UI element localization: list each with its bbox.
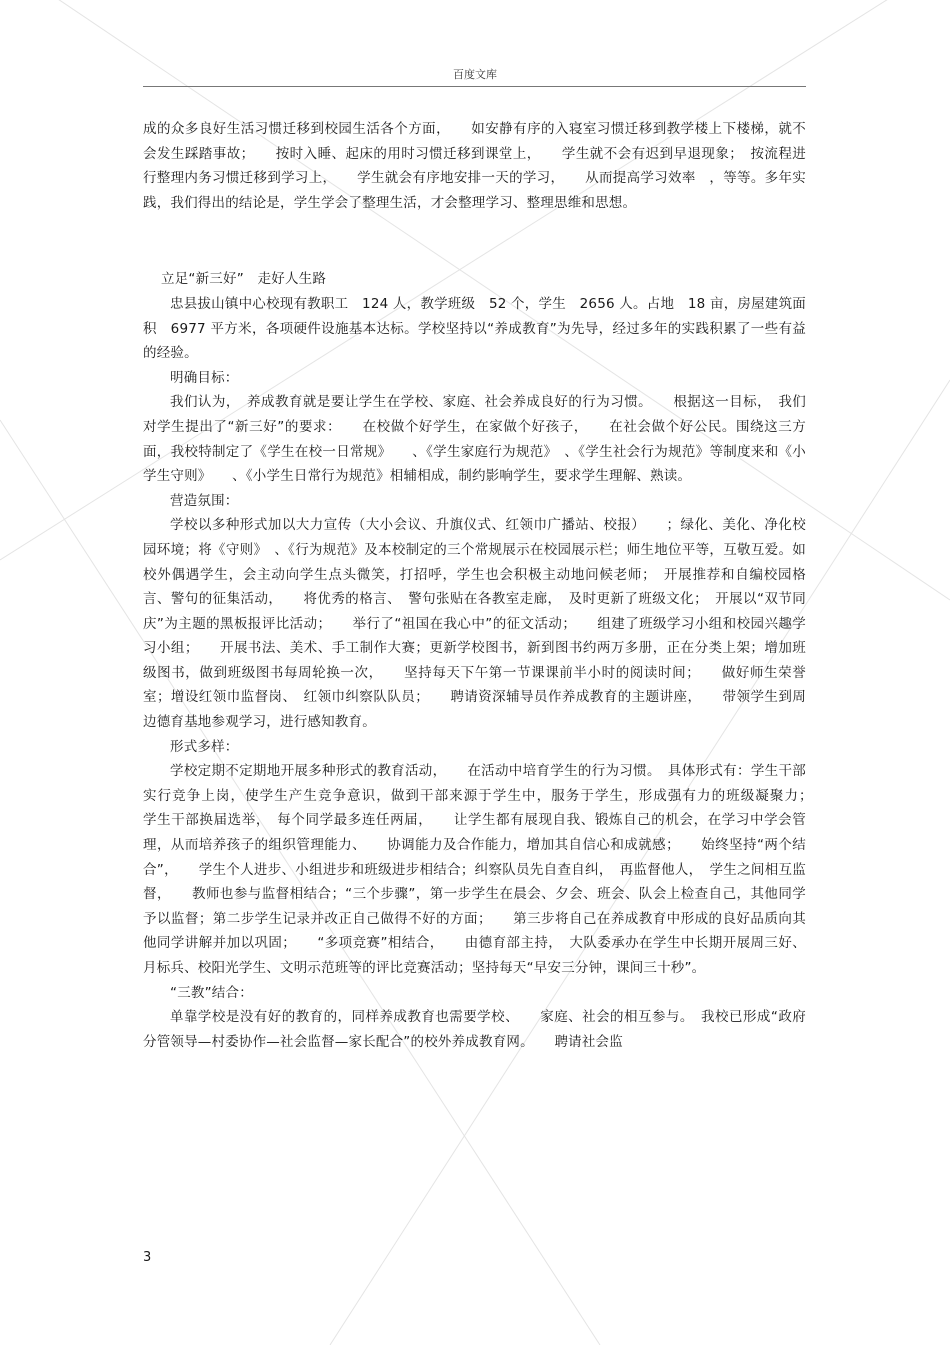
- section-text-atmosphere: 学校以多种形式加以大力宣传（大小会议、升旗仪式、红领巾广播站、校报） ；绿化、美化、净化校园环境；将《守则》 、《行为规范》及本校制定的三个常规展示在校园展示栏；师生地位平等，互敬互爱。如校外偶遇学生，会主动向学生点头微笑，打招呼，学生也会积极主动地问候老师； 开展推荐和自编校园格言、警句的征集活动， 将优秀的格言、 警句张贴在各教室走廊， 及时更新了班级文化； 开展以“双节同庆”为主题的黑板报评比活动； 举行了“祖国在我心中”的征文活动； 组建了班级学习小组和校园兴趣学习小组； 开展书法、美术、手工制作大赛；更新学校图书，新到图书约两万多册，正在分类上架；增加班级图书，做到班级图书每周轮换一次， 坚持每天下午第一节课课前半小时的阅读时间； 做好师生荣誉室；增设红领巾监督岗、 红领巾纠察队队员； 聘请资深辅导员作养成教育的主题讲座， 带领学生到周边德育基地参观学习，进行感知教育。: [143, 517, 806, 731]
- article-intro: 忠县拔山镇中心校现有教职工 124 人，教学班级 52 个，学生 2656 人。占地 18 亩，房屋建筑面积 6977 平方米，各项硬件设施基本达标。学校坚持以“养成教育”为先导，经过多年的实践积累了一些有益的经验。: [143, 295, 806, 362]
- section-text-three-education: 单靠学校是没有好的教育的，同样养成教育也需要学校、 家庭、社会的相互参与。 我校已形成“政府分管领导—村委协作—社会监督—家长配合”的校外养成教育网。 聘请社会监: [143, 1009, 806, 1050]
- section-text-goals: 我们认为， 养成教育就是要让学生在学校、家庭、社会养成良好的行为习惯。 根据这一目标， 我们对学生提出了“新三好”的要求： 在校做个好学生，在家做个好孩子， 在社会做个好公民。围绕这三方面，我校特制定了《学生在校一日常规》 、《学生家庭行为规范》 、《学生社会行为规范》等制度来和《小学生守则》 、《小学生日常行为规范》相辅相成，制约影响学生，要求学生理解、熟读。: [143, 394, 806, 485]
- section-heading-goals: 明确目标：: [170, 369, 239, 386]
- page-number: 3: [143, 1250, 152, 1265]
- section-text-forms: 学校定期不定期地开展多种形式的教育活动， 在活动中培育学生的行为习惯。 具体形式有：学生干部实行竞争上岗，使学生产生竞争意识，做到干部来源于学生中，服务于学生，形成强有力的班级凝聚力； 学生干部换届选举， 每个同学最多连任两届， 让学生都有展现自我、锻炼自己的机会，在学习中学会管理，从而培养孩子的组织管理能力、 协调能力及合作能力，增加其自信心和成就感； 始终坚持“两个结合”， 学生个人进步、小组进步和班级进步相结合；纠察队员先自查自纠， 再监督他人， 学生之间相互监督， 教师也参与监督相结合；“三个步骤”，第一步学生在晨会、夕会、班会、队会上检查自己，其他同学予以监督；第二步学生记录并改正自己做得不好的方面； 第三步将自己在养成教育中形成的良好品质向其他同学讲解并加以巩固； “多项竞赛”相结合， 由德育部主持， 大队委承办在学生中长期开展周三好、月标兵、校阳光学生、文明示范班等的评比竞赛活动；坚持每天“早安三分钟，课间三十秒”。: [143, 763, 834, 976]
- header-divider: [143, 86, 806, 87]
- section-heading-forms: 形式多样：: [170, 738, 239, 755]
- section-heading-three-education: “三教”结合：: [170, 984, 253, 1001]
- section-heading-atmosphere: 营造氛围：: [170, 492, 239, 509]
- section-gap: [143, 215, 806, 267]
- article-title: 立足“新三好” 走好人生路: [161, 271, 327, 288]
- page-header: 百度文库: [453, 68, 497, 81]
- document-body: [143, 117, 834, 1054]
- intro-paragraph: 成的众多良好生活习惯迁移到校园生活各个方面， 如安静有序的入寝室习惯迁移到教学楼上下楼梯，就不会发生踩踏事故； 按时入睡、起床的用时习惯迁移到课堂上， 学生就不会有迟到早退现象； 按流程进行整理内务习惯迁移到学习上， 学生就会有序地安排一天的学习， 从而提高学习效率 ，等等。多年实践，我们得出的结论是，学生学会了整理生活，才会整理学习、整理思维和思想。: [143, 121, 806, 211]
